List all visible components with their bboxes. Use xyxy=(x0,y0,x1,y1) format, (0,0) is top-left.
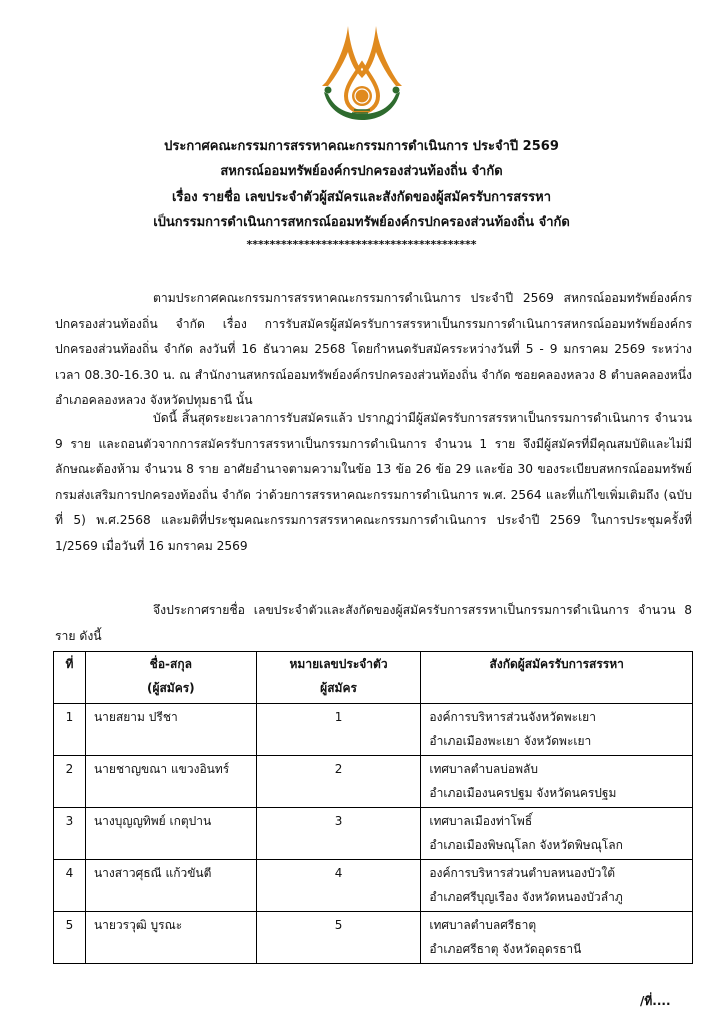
paragraph-3 xyxy=(55,598,692,649)
paragraph-3-text: จึงประกาศรายชื่อ เลขประจำตัวและสังกัดของผู้สมัครรับการสรรหาเป็นกรรมการดำเนินการ จำนวน 8 ราย ดังนี้ xyxy=(55,603,692,643)
announcement-title: ประกาศคณะกรรมการสรรหาคณะกรรมการดำเนินการ ประจำปี 2569 xyxy=(164,139,559,154)
paragraph-1 xyxy=(55,286,692,414)
header-name-line1: ชื่อ-สกุล xyxy=(149,657,192,671)
separator: **************************************** xyxy=(246,238,477,251)
header-id xyxy=(256,652,421,704)
row-affiliation-location: อำเภอศรีธาตุ จังหวัดอุดรธานี xyxy=(429,942,582,956)
row-affiliation-org: เทศบาลตำบลบ่อพลับ xyxy=(429,762,538,776)
row-affiliation xyxy=(421,860,693,912)
row-name: นางสาวศุธณี แก้วขันตี xyxy=(85,860,256,912)
header-name xyxy=(85,652,256,704)
row-name: นางบุญญทิพย์ เกตุปาน xyxy=(85,808,256,860)
row-id: 2 xyxy=(256,756,421,808)
subject-line: เรื่อง รายชื่อ เลขประจำตัวผู้สมัครและสังกัดของผู้สมัครรับการสรรหา xyxy=(171,190,552,205)
row-affiliation xyxy=(421,912,693,964)
row-affiliation-location: อำเภอเมืองพะเยา จังหวัดพะเยา xyxy=(429,734,592,748)
row-affiliation xyxy=(421,808,693,860)
row-affiliation xyxy=(421,756,693,808)
row-affiliation-location: อำเภอเมืองพิษณุโลก จังหวัดพิษณุโลก xyxy=(429,838,623,852)
row-no: 2 xyxy=(54,756,86,808)
header-id-line2: ผู้สมัคร xyxy=(320,681,357,695)
paragraph-2-text: บัดนี้ สิ้นสุดระยะเวลาการรับสมัครแล้ว ปรากฏว่ามีผู้สมัครรับการสรรหาเป็นกรรมการดำเนินการ จำนวน 9 ราย และถอนตัวจากการสมัครรับการสรรหาเป็นกรรมการดำเนินการ จำนวน 1 ราย จึงมีผู้สมัครที่มีคุณสมบัติและไม่มีลักษณะต้องห้าม จำนวน 8 ราย อาศัยอำนาจตามความในข้อ 13 ข้อ 26 ข้อ 29 และข้อ 30 ของระเบียบสหกรณ์ออมทรัพย์กรมส่งเสริมการปกครองท้องถิ่น จำกัด ว่าด้วยการสรรหาคณะกรรมการดำเนินการ พ.ศ. 2564 และที่แก้ไขเพิ่มเติมถึง (ฉบับที่ 5) พ.ศ.2568 และมติที่ประชุมคณะกรรมการสรรหาคณะกรรมการดำเนินการ ประจำปี 2569 ในการประชุมครั้งที่ 1/2569 เมื่อวันที่ 16 มกราคม 2569 xyxy=(55,411,692,553)
paragraph-1-text: ตามประกาศคณะกรรมการสรรหาคณะกรรมการดำเนินการ ประจำปี 2569 สหกรณ์ออมทรัพย์องค์กรปกครองส่วนท้องถิ่น จำกัด เรื่อง การรับสมัครผู้สมัครรับการสรรหาเป็นกรรมการดำเนินการสหกรณ์ออมทรัพย์องค์กรปกครองส่วนท้องถิ่น จำกัด ลงวันที่ 16 ธันวาคม 2568 โดยกำหนดรับสมัครระหว่างวันที่ 5 - 9 มกราคม 2569 ระหว่างเวลา 08.30-16.30 น. ณ สำนักงานสหกรณ์ออมทรัพย์องค์กรปกครองส่วนท้องถิ่น จำกัด ซอยคลองหลวง 8 ตำบลคลองหนึ่ง อำเภอคลองหลวง จังหวัดปทุมธานี นั้น xyxy=(55,291,692,408)
cooperative-name: สหกรณ์ออมทรัพย์องค์กรปกครองส่วนท้องถิ่น จำกัด xyxy=(220,164,503,179)
table-row xyxy=(54,756,693,808)
row-affiliation-location: อำเภอเมืองนครปฐม จังหวัดนครปฐม xyxy=(429,786,617,800)
row-no: 1 xyxy=(54,704,86,756)
table-header-row xyxy=(54,652,693,704)
row-no: 4 xyxy=(54,860,86,912)
paragraph-2 xyxy=(55,406,692,560)
logo-roof-left xyxy=(322,26,364,86)
row-affiliation-org: เทศบาลตำบลศรีธาตุ xyxy=(429,918,537,932)
row-id: 3 xyxy=(256,808,421,860)
row-id: 5 xyxy=(256,912,421,964)
row-id: 4 xyxy=(256,860,421,912)
row-affiliation-location: อำเภอศรีบุญเรือง จังหวัดหนองบัวลำภู xyxy=(429,890,623,904)
table-row xyxy=(54,808,693,860)
row-no: 5 xyxy=(54,912,86,964)
candidate-table xyxy=(53,651,693,964)
cooperative-logo xyxy=(318,24,406,122)
row-name: นายสยาม ปรีชา xyxy=(85,704,256,756)
row-name: นายวรวุฒิ บูรณะ xyxy=(85,912,256,964)
row-name: นายชาญขณา แขวงอินทร์ xyxy=(85,756,256,808)
row-affiliation-org: องค์การบริหารส่วนจังหวัดพะเยา xyxy=(429,710,596,724)
row-affiliation xyxy=(421,704,693,756)
header-affiliation: สังกัดผู้สมัครรับการสรรหา xyxy=(421,652,693,704)
row-affiliation-org: เทศบาลเมืองท่าโพธิ์ xyxy=(429,814,533,828)
subject-line-2: เป็นกรรมการดำเนินการสหกรณ์ออมทรัพย์องค์กรปกครองส่วนท้องถิ่น จำกัด xyxy=(153,215,570,230)
logo-roof-right xyxy=(360,26,402,86)
row-affiliation-org: องค์การบริหารส่วนตำบลหนองบัวใต้ xyxy=(429,866,616,880)
header-id-line1: หมายเลขประจำตัว xyxy=(289,657,388,671)
header-name-line2: (ผู้สมัคร) xyxy=(146,681,195,695)
table-row xyxy=(54,912,693,964)
page-continuation: /ที่.... xyxy=(640,994,671,1008)
row-no: 3 xyxy=(54,808,86,860)
table-row xyxy=(54,704,693,756)
row-id: 1 xyxy=(256,704,421,756)
header-no: ที่ xyxy=(54,652,86,704)
table-row xyxy=(54,860,693,912)
